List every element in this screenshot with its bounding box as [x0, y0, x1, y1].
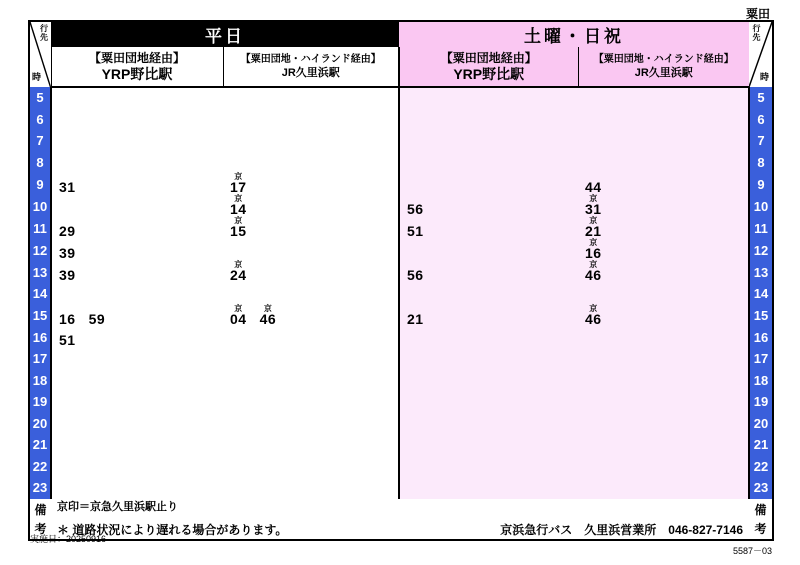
minutes-cell	[399, 217, 578, 239]
hour-cell: 18	[749, 370, 773, 392]
departure-minute: 31	[59, 179, 76, 195]
minutes-cell	[399, 239, 578, 261]
hour-cell: 9	[29, 173, 51, 195]
minutes-cell	[578, 261, 749, 283]
kei-marker: 京	[234, 172, 243, 181]
timetable-row	[29, 239, 773, 261]
corner-destination-label: 行先	[39, 24, 49, 42]
minutes-cell	[51, 152, 223, 174]
timetable-row	[29, 152, 773, 174]
hour-cell: 14	[29, 283, 51, 305]
minutes-cell	[223, 239, 399, 261]
minutes-cell	[399, 391, 578, 413]
timetable-row	[29, 173, 773, 195]
departure-minute: 31	[585, 201, 602, 217]
note-kei-legend: 京印＝京急久里浜駅止り	[57, 500, 178, 513]
departure	[230, 217, 247, 238]
notes-label-left: 備 考	[29, 499, 51, 540]
hour-cell: 8	[749, 152, 773, 174]
hour-cell: 16	[29, 327, 51, 349]
minutes-cell	[51, 217, 223, 239]
corner-cell-right	[749, 21, 773, 87]
bus-timetable	[28, 20, 774, 541]
minutes-cell	[51, 370, 223, 392]
timetable-row	[29, 413, 773, 435]
corner-hour-label: 時	[32, 72, 42, 82]
office-contact: 京浜急行バス 久里浜営業所 046-827-7146	[500, 522, 743, 537]
hour-cell: 12	[29, 239, 51, 261]
minutes-cell	[399, 348, 578, 370]
departure	[407, 312, 424, 326]
departure-minute: 16	[59, 310, 76, 327]
minutes-cell	[223, 327, 399, 349]
hour-cell: 11	[749, 217, 773, 239]
hour-cell: 17	[29, 348, 51, 370]
departure	[407, 268, 424, 282]
departure	[230, 195, 247, 216]
hour-cell: 23	[749, 477, 773, 499]
saturday-jr-header: 【粟田団地・ハイランド経由】 JR久里浜駅	[578, 47, 749, 87]
weekday-banner: 平日	[51, 21, 399, 47]
stop-name: 粟田	[745, 7, 770, 21]
hour-cell: 7	[29, 130, 51, 152]
departure-minute: 29	[59, 223, 76, 239]
timetable-row	[29, 87, 773, 109]
departure	[407, 224, 424, 238]
minutes-cell	[578, 173, 749, 195]
timetable-row	[29, 370, 773, 392]
minutes-cell	[399, 261, 578, 283]
minutes-cell	[578, 130, 749, 152]
departure-minute: 24	[230, 267, 247, 283]
minutes-cell	[399, 87, 578, 109]
hour-cell: 14	[749, 283, 773, 305]
timetable-row	[29, 109, 773, 131]
minutes-cell	[51, 261, 223, 283]
departure-minute: 15	[230, 223, 247, 239]
hour-cell: 13	[749, 261, 773, 283]
hour-cell: 7	[749, 130, 773, 152]
departure-minute: 39	[59, 267, 76, 283]
minutes-cell	[578, 348, 749, 370]
hour-cell: 9	[749, 173, 773, 195]
minutes-cell	[578, 239, 749, 261]
hour-cell: 16	[749, 327, 773, 349]
weekday-yrp-header: 【粟田団地経由】 YRP野比駅	[51, 47, 223, 87]
minutes-cell	[223, 87, 399, 109]
departure	[59, 312, 76, 326]
departure	[585, 180, 602, 194]
kei-marker: 京	[234, 260, 243, 269]
hour-cell: 12	[749, 239, 773, 261]
timetable-row	[29, 348, 773, 370]
minutes-cell	[399, 283, 578, 305]
departure	[230, 305, 247, 326]
notes-label-right: 備 考	[749, 499, 773, 540]
minutes-cell	[51, 477, 223, 499]
minutes-cell	[578, 109, 749, 131]
timetable-row	[29, 130, 773, 152]
minutes-cell	[578, 195, 749, 217]
minutes-cell	[51, 239, 223, 261]
kei-marker: 京	[234, 216, 243, 225]
departure	[585, 239, 602, 260]
note-traffic-delay: ＊ 道路状況により遅れる場合があります。	[57, 522, 288, 537]
minutes-cell	[399, 477, 578, 499]
minutes-cell	[399, 370, 578, 392]
kei-marker: 京	[234, 194, 243, 203]
departure-minute: 39	[59, 245, 76, 261]
minutes-cell	[223, 391, 399, 413]
minutes-cell	[578, 327, 749, 349]
departure	[89, 312, 106, 326]
departure-minute: 17	[230, 179, 247, 195]
hour-cell: 22	[29, 456, 51, 478]
hour-cell: 20	[749, 413, 773, 435]
hour-cell: 21	[29, 434, 51, 456]
minutes-cell	[51, 327, 223, 349]
departure-minute: 21	[585, 223, 602, 239]
minutes-cell	[399, 413, 578, 435]
minutes-cell	[51, 456, 223, 478]
minutes-cell	[578, 87, 749, 109]
minutes-cell	[578, 434, 749, 456]
notes-content	[51, 499, 749, 540]
minutes-cell	[51, 305, 223, 327]
departure	[585, 261, 602, 282]
corner-cell-left	[29, 21, 51, 87]
timetable-row	[29, 195, 773, 217]
minutes-cell	[223, 434, 399, 456]
kei-marker: 京	[263, 303, 272, 313]
minutes-cell	[578, 305, 749, 327]
hour-cell: 23	[29, 477, 51, 499]
kei-marker: 京	[589, 260, 598, 269]
departure	[585, 217, 602, 238]
hour-cell: 22	[749, 456, 773, 478]
minutes-cell	[51, 413, 223, 435]
minutes-cell	[223, 152, 399, 174]
minutes-cell	[399, 173, 578, 195]
timetable-row	[29, 434, 773, 456]
timetable-row	[29, 391, 773, 413]
departure-minute: 04	[230, 310, 247, 327]
departure	[59, 268, 76, 282]
minutes-cell	[51, 283, 223, 305]
minutes-cell	[578, 413, 749, 435]
minutes-cell	[51, 195, 223, 217]
kei-marker: 京	[589, 194, 598, 203]
minutes-cell	[223, 456, 399, 478]
column-header-row	[29, 47, 773, 87]
hour-cell: 11	[29, 217, 51, 239]
hour-cell: 17	[749, 348, 773, 370]
sheet-code: 5587－03	[732, 546, 772, 556]
departure-minute: 14	[230, 201, 247, 217]
hour-cell: 10	[749, 195, 773, 217]
minutes-cell	[51, 173, 223, 195]
minutes-cell	[578, 283, 749, 305]
departure	[585, 305, 602, 326]
minutes-cell	[223, 477, 399, 499]
hour-cell: 6	[29, 109, 51, 131]
timetable-row	[29, 456, 773, 478]
timetable-row	[29, 305, 773, 327]
kei-marker: 京	[589, 303, 598, 313]
minutes-cell	[578, 477, 749, 499]
departure	[407, 202, 424, 216]
minutes-cell	[578, 217, 749, 239]
departure-minute: 51	[59, 332, 76, 348]
minutes-cell	[51, 130, 223, 152]
issue-date: 実施日：20250916	[30, 534, 107, 544]
hour-cell: 15	[749, 305, 773, 327]
minutes-cell	[578, 391, 749, 413]
corner-destination-label: 行先	[752, 24, 761, 42]
departure-minute: 56	[407, 201, 424, 217]
minutes-cell	[399, 195, 578, 217]
minutes-cell	[399, 434, 578, 456]
departure	[59, 333, 76, 347]
weekday-jr-header: 【粟田団地・ハイランド経由】 JR久里浜駅	[223, 47, 399, 87]
minutes-cell	[51, 348, 223, 370]
departure	[59, 180, 76, 194]
minutes-cell	[399, 456, 578, 478]
minutes-cell	[223, 348, 399, 370]
hour-cell: 13	[29, 261, 51, 283]
departure	[585, 195, 602, 216]
banner-row	[29, 21, 773, 47]
departure-minute: 46	[585, 267, 602, 283]
minutes-cell	[223, 283, 399, 305]
hour-cell: 6	[749, 109, 773, 131]
minutes-cell	[223, 413, 399, 435]
minutes-cell	[578, 370, 749, 392]
minutes-cell	[223, 305, 399, 327]
saturday-yrp-header: 【粟田団地経由】 YRP野比駅	[399, 47, 578, 87]
timetable-row	[29, 217, 773, 239]
hour-cell: 21	[749, 434, 773, 456]
minutes-cell	[223, 370, 399, 392]
departure	[230, 261, 247, 282]
hour-cell: 18	[29, 370, 51, 392]
departure-minute: 44	[585, 179, 602, 195]
minutes-cell	[399, 152, 578, 174]
departure	[260, 305, 277, 326]
departure-minute: 16	[585, 245, 602, 261]
minutes-cell	[223, 261, 399, 283]
notes-row	[29, 499, 773, 540]
timetable-body	[29, 87, 773, 499]
minutes-cell	[223, 109, 399, 131]
minutes-cell	[223, 195, 399, 217]
departure-minute: 21	[407, 310, 424, 327]
hour-cell: 15	[29, 305, 51, 327]
timetable-row	[29, 261, 773, 283]
minutes-cell	[223, 173, 399, 195]
departure	[59, 224, 76, 238]
departure	[230, 173, 247, 194]
minutes-cell	[399, 327, 578, 349]
hour-cell: 10	[29, 195, 51, 217]
hour-cell: 8	[29, 152, 51, 174]
minutes-cell	[51, 87, 223, 109]
minutes-cell	[223, 217, 399, 239]
timetable-row	[29, 283, 773, 305]
timetable-row	[29, 327, 773, 349]
minutes-cell	[399, 305, 578, 327]
minutes-cell	[578, 456, 749, 478]
minutes-cell	[399, 109, 578, 131]
hour-cell: 5	[29, 87, 51, 109]
kei-marker: 京	[234, 303, 243, 313]
hour-cell: 19	[29, 391, 51, 413]
timetable-row	[29, 477, 773, 499]
hour-cell: 5	[749, 87, 773, 109]
minutes-cell	[51, 109, 223, 131]
minutes-cell	[51, 391, 223, 413]
corner-hour-label: 時	[759, 72, 769, 82]
hour-cell: 20	[29, 413, 51, 435]
departure-minute: 46	[585, 310, 602, 327]
departure-minute: 46	[259, 310, 277, 327]
departure-minute: 51	[407, 223, 424, 239]
departure	[59, 246, 76, 260]
departure-minute: 59	[88, 310, 106, 327]
minutes-cell	[51, 434, 223, 456]
minutes-cell	[223, 130, 399, 152]
minutes-cell	[399, 130, 578, 152]
departure-minute: 56	[407, 267, 424, 283]
kei-marker: 京	[589, 216, 598, 225]
hour-cell: 19	[749, 391, 773, 413]
saturday-holiday-banner: 土曜・日祝	[399, 21, 749, 47]
kei-marker: 京	[589, 238, 598, 247]
minutes-cell	[578, 152, 749, 174]
